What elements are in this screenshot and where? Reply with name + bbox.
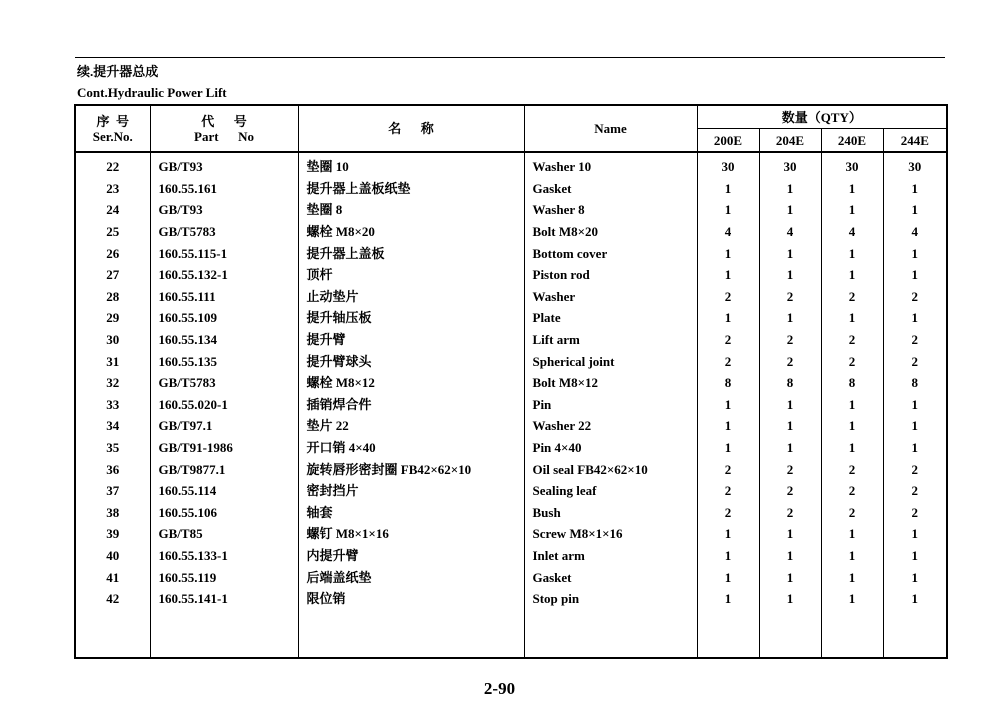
ser-no-cell: 36 <box>75 458 150 480</box>
name-cn-cell: 垫片 22 <box>298 415 524 437</box>
table-row <box>75 415 947 437</box>
part-no-cell: GB/T97.1 <box>150 415 298 437</box>
part-no-cell: GB/T85 <box>150 523 298 545</box>
qty-240e-cell: 1 <box>821 545 883 567</box>
qty-240e-cell: 1 <box>821 242 883 264</box>
empty-cell <box>821 609 883 658</box>
empty-cell <box>883 609 947 658</box>
table-row <box>75 350 947 372</box>
header-name-cn <box>298 105 524 152</box>
qty-244e-cell: 1 <box>883 178 947 200</box>
header-name-cn-label: 名 称 <box>388 121 434 136</box>
part-no-cell: 160.55.109 <box>150 307 298 329</box>
empty-filler-row <box>75 609 947 658</box>
qty-240e-cell: 4 <box>821 221 883 243</box>
name-cn-cell: 止动垫片 <box>298 286 524 308</box>
name-en-cell: Pin 4×40 <box>524 437 697 459</box>
qty-240e-cell: 2 <box>821 329 883 351</box>
qty-244e-cell: 8 <box>883 372 947 394</box>
qty-240e-cell: 1 <box>821 264 883 286</box>
parts-table-body <box>75 152 947 658</box>
part-no-cell: 160.55.119 <box>150 566 298 588</box>
table-row <box>75 545 947 567</box>
name-en-cell: Bolt M8×12 <box>524 372 697 394</box>
qty-240e-cell: 2 <box>821 350 883 372</box>
table-row <box>75 458 947 480</box>
name-en-cell: Bush <box>524 502 697 524</box>
name-en-cell: Lift arm <box>524 329 697 351</box>
section-title-cn: 续.提升器总成 <box>77 64 159 79</box>
qty-244e-cell: 1 <box>883 394 947 416</box>
page-number: 2-90 <box>483 679 516 698</box>
qty-200e-cell: 2 <box>697 458 759 480</box>
qty-240e-cell: 30 <box>821 152 883 178</box>
qty-244e-cell: 1 <box>883 588 947 610</box>
qty-200e-cell: 8 <box>697 372 759 394</box>
empty-cell <box>150 609 298 658</box>
qty-200e-cell: 1 <box>697 242 759 264</box>
qty-244e-cell: 30 <box>883 152 947 178</box>
qty-200e-cell: 1 <box>697 437 759 459</box>
top-rule <box>75 57 945 58</box>
header-model-204e: 204E <box>759 129 821 153</box>
part-no-cell: GB/T5783 <box>150 372 298 394</box>
ser-no-cell: 28 <box>75 286 150 308</box>
name-en-cell: Stop pin <box>524 588 697 610</box>
table-row <box>75 372 947 394</box>
name-cn-cell: 内提升臂 <box>298 545 524 567</box>
qty-244e-cell: 2 <box>883 286 947 308</box>
table-row <box>75 178 947 200</box>
qty-204e-cell: 1 <box>759 242 821 264</box>
part-no-cell: 160.55.132-1 <box>150 264 298 286</box>
header-model-240e: 240E <box>821 129 883 153</box>
table-row <box>75 264 947 286</box>
name-en-cell: Inlet arm <box>524 545 697 567</box>
qty-244e-cell: 1 <box>883 264 947 286</box>
ser-no-cell: 25 <box>75 221 150 243</box>
ser-no-cell: 34 <box>75 415 150 437</box>
name-cn-cell: 提升器上盖板纸垫 <box>298 178 524 200</box>
name-en-cell: Bottom cover <box>524 242 697 264</box>
table-row <box>75 480 947 502</box>
header-ser-en: Ser.No. <box>92 128 133 144</box>
empty-cell <box>75 609 150 658</box>
name-en-cell: Washer 22 <box>524 415 697 437</box>
header-qty <box>697 105 947 129</box>
name-en-cell: Screw M8×1×16 <box>524 523 697 545</box>
name-cn-cell: 螺栓 M8×20 <box>298 221 524 243</box>
ser-no-cell: 39 <box>75 523 150 545</box>
part-no-cell: 160.55.135 <box>150 350 298 372</box>
section-title-en: Cont.Hydraulic Power Lift <box>77 85 227 100</box>
qty-204e-cell: 2 <box>759 502 821 524</box>
ser-no-cell: 33 <box>75 394 150 416</box>
empty-cell <box>697 609 759 658</box>
ser-no-cell: 40 <box>75 545 150 567</box>
name-cn-cell: 后端盖纸垫 <box>298 566 524 588</box>
name-en-cell: Spherical joint <box>524 350 697 372</box>
qty-204e-cell: 2 <box>759 480 821 502</box>
header-part-cn: 代 号 <box>201 113 247 129</box>
qty-240e-cell: 1 <box>821 415 883 437</box>
name-en-cell: Washer 10 <box>524 152 697 178</box>
header-model-244e: 244E <box>883 129 947 153</box>
qty-204e-cell: 2 <box>759 350 821 372</box>
qty-200e-cell: 1 <box>697 566 759 588</box>
qty-204e-cell: 1 <box>759 415 821 437</box>
qty-204e-cell: 1 <box>759 178 821 200</box>
qty-200e-cell: 1 <box>697 394 759 416</box>
qty-240e-cell: 1 <box>821 307 883 329</box>
qty-204e-cell: 8 <box>759 372 821 394</box>
qty-244e-cell: 2 <box>883 480 947 502</box>
qty-240e-cell: 2 <box>821 480 883 502</box>
qty-200e-cell: 1 <box>697 199 759 221</box>
qty-200e-cell: 1 <box>697 588 759 610</box>
qty-240e-cell: 1 <box>821 178 883 200</box>
qty-240e-cell: 2 <box>821 458 883 480</box>
qty-244e-cell: 1 <box>883 242 947 264</box>
qty-244e-cell: 1 <box>883 523 947 545</box>
part-no-cell: 160.55.114 <box>150 480 298 502</box>
table-row <box>75 394 947 416</box>
qty-204e-cell: 30 <box>759 152 821 178</box>
table-row <box>75 523 947 545</box>
name-en-cell: Plate <box>524 307 697 329</box>
name-cn-cell: 开口销 4×40 <box>298 437 524 459</box>
qty-244e-cell: 2 <box>883 329 947 351</box>
ser-no-cell: 23 <box>75 178 150 200</box>
name-cn-cell: 轴套 <box>298 502 524 524</box>
part-no-cell: 160.55.111 <box>150 286 298 308</box>
part-no-cell: GB/T91-1986 <box>150 437 298 459</box>
table-row <box>75 286 947 308</box>
qty-244e-cell: 1 <box>883 307 947 329</box>
table-row <box>75 221 947 243</box>
header-qty-label: 数量（QTY） <box>781 109 862 125</box>
qty-200e-cell: 1 <box>697 178 759 200</box>
qty-200e-cell: 2 <box>697 286 759 308</box>
header-model-200e: 200E <box>697 129 759 153</box>
qty-204e-cell: 1 <box>759 394 821 416</box>
name-cn-cell: 螺钉 M8×1×16 <box>298 523 524 545</box>
name-cn-cell: 螺栓 M8×12 <box>298 372 524 394</box>
name-en-cell: Sealing leaf <box>524 480 697 502</box>
table-row <box>75 242 947 264</box>
ser-no-cell: 41 <box>75 566 150 588</box>
qty-244e-cell: 1 <box>883 437 947 459</box>
qty-244e-cell: 1 <box>883 566 947 588</box>
qty-240e-cell: 8 <box>821 372 883 394</box>
table-row <box>75 566 947 588</box>
part-no-cell: 160.55.133-1 <box>150 545 298 567</box>
parts-table <box>74 104 948 659</box>
ser-no-cell: 29 <box>75 307 150 329</box>
qty-244e-cell: 2 <box>883 350 947 372</box>
qty-244e-cell: 2 <box>883 502 947 524</box>
qty-200e-cell: 1 <box>697 264 759 286</box>
ser-no-cell: 24 <box>75 199 150 221</box>
name-cn-cell: 插销焊合件 <box>298 394 524 416</box>
part-no-cell: GB/T93 <box>150 199 298 221</box>
ser-no-cell: 32 <box>75 372 150 394</box>
qty-240e-cell: 1 <box>821 523 883 545</box>
qty-244e-cell: 1 <box>883 415 947 437</box>
qty-200e-cell: 1 <box>697 307 759 329</box>
qty-204e-cell: 2 <box>759 458 821 480</box>
empty-cell <box>298 609 524 658</box>
name-en-cell: Oil seal FB42×62×10 <box>524 458 697 480</box>
part-no-cell: 160.55.115-1 <box>150 242 298 264</box>
qty-244e-cell: 1 <box>883 199 947 221</box>
table-row <box>75 502 947 524</box>
empty-cell <box>759 609 821 658</box>
qty-204e-cell: 1 <box>759 264 821 286</box>
qty-200e-cell: 2 <box>697 502 759 524</box>
qty-200e-cell: 1 <box>697 415 759 437</box>
qty-244e-cell: 1 <box>883 545 947 567</box>
qty-240e-cell: 2 <box>821 502 883 524</box>
qty-204e-cell: 1 <box>759 566 821 588</box>
name-cn-cell: 提升器上盖板 <box>298 242 524 264</box>
name-en-cell: Pin <box>524 394 697 416</box>
table-row <box>75 329 947 351</box>
qty-240e-cell: 1 <box>821 566 883 588</box>
qty-200e-cell: 2 <box>697 480 759 502</box>
name-en-cell: Bolt M8×20 <box>524 221 697 243</box>
part-no-cell: 160.55.134 <box>150 329 298 351</box>
qty-204e-cell: 1 <box>759 199 821 221</box>
ser-no-cell: 37 <box>75 480 150 502</box>
qty-244e-cell: 4 <box>883 221 947 243</box>
name-cn-cell: 提升臂 <box>298 329 524 351</box>
name-en-cell: Gasket <box>524 566 697 588</box>
qty-240e-cell: 1 <box>821 199 883 221</box>
qty-200e-cell: 2 <box>697 329 759 351</box>
qty-200e-cell: 4 <box>697 221 759 243</box>
qty-204e-cell: 1 <box>759 307 821 329</box>
table-row <box>75 437 947 459</box>
qty-204e-cell: 1 <box>759 545 821 567</box>
header-name-en-label: Name <box>594 121 627 136</box>
part-no-cell: GB/T5783 <box>150 221 298 243</box>
header-ser-cn: 序 号 <box>96 113 129 129</box>
qty-204e-cell: 2 <box>759 286 821 308</box>
qty-240e-cell: 1 <box>821 394 883 416</box>
qty-204e-cell: 1 <box>759 588 821 610</box>
qty-240e-cell: 1 <box>821 588 883 610</box>
empty-cell <box>524 609 697 658</box>
ser-no-cell: 42 <box>75 588 150 610</box>
header-part-no <box>150 105 298 152</box>
name-cn-cell: 顶杆 <box>298 264 524 286</box>
name-en-cell: Piston rod <box>524 264 697 286</box>
qty-200e-cell: 1 <box>697 545 759 567</box>
name-en-cell: Washer <box>524 286 697 308</box>
qty-204e-cell: 1 <box>759 437 821 459</box>
name-en-cell: Gasket <box>524 178 697 200</box>
qty-240e-cell: 1 <box>821 437 883 459</box>
qty-240e-cell: 2 <box>821 286 883 308</box>
header-ser-no <box>75 105 150 152</box>
part-no-cell: GB/T9877.1 <box>150 458 298 480</box>
name-cn-cell: 垫圈 8 <box>298 199 524 221</box>
ser-no-cell: 30 <box>75 329 150 351</box>
table-row <box>75 152 947 178</box>
name-cn-cell: 密封挡片 <box>298 480 524 502</box>
part-no-cell: 160.55.141-1 <box>150 588 298 610</box>
ser-no-cell: 35 <box>75 437 150 459</box>
qty-200e-cell: 1 <box>697 523 759 545</box>
name-cn-cell: 限位销 <box>298 588 524 610</box>
name-cn-cell: 提升轴压板 <box>298 307 524 329</box>
part-no-cell: 160.55.020-1 <box>150 394 298 416</box>
part-no-cell: 160.55.161 <box>150 178 298 200</box>
qty-204e-cell: 2 <box>759 329 821 351</box>
part-no-cell: GB/T93 <box>150 152 298 178</box>
ser-no-cell: 38 <box>75 502 150 524</box>
name-en-cell: Washer 8 <box>524 199 697 221</box>
header-name-en <box>524 105 697 152</box>
qty-244e-cell: 2 <box>883 458 947 480</box>
header-part-en: Part No <box>194 128 254 144</box>
table-row <box>75 307 947 329</box>
name-cn-cell: 提升臂球头 <box>298 350 524 372</box>
qty-204e-cell: 1 <box>759 523 821 545</box>
part-no-cell: 160.55.106 <box>150 502 298 524</box>
ser-no-cell: 22 <box>75 152 150 178</box>
ser-no-cell: 26 <box>75 242 150 264</box>
table-row <box>75 588 947 610</box>
ser-no-cell: 27 <box>75 264 150 286</box>
qty-200e-cell: 2 <box>697 350 759 372</box>
qty-204e-cell: 4 <box>759 221 821 243</box>
qty-200e-cell: 30 <box>697 152 759 178</box>
ser-no-cell: 31 <box>75 350 150 372</box>
name-cn-cell: 旋转唇形密封圈 FB42×62×10 <box>298 458 524 480</box>
name-cn-cell: 垫圈 10 <box>298 152 524 178</box>
table-row <box>75 199 947 221</box>
